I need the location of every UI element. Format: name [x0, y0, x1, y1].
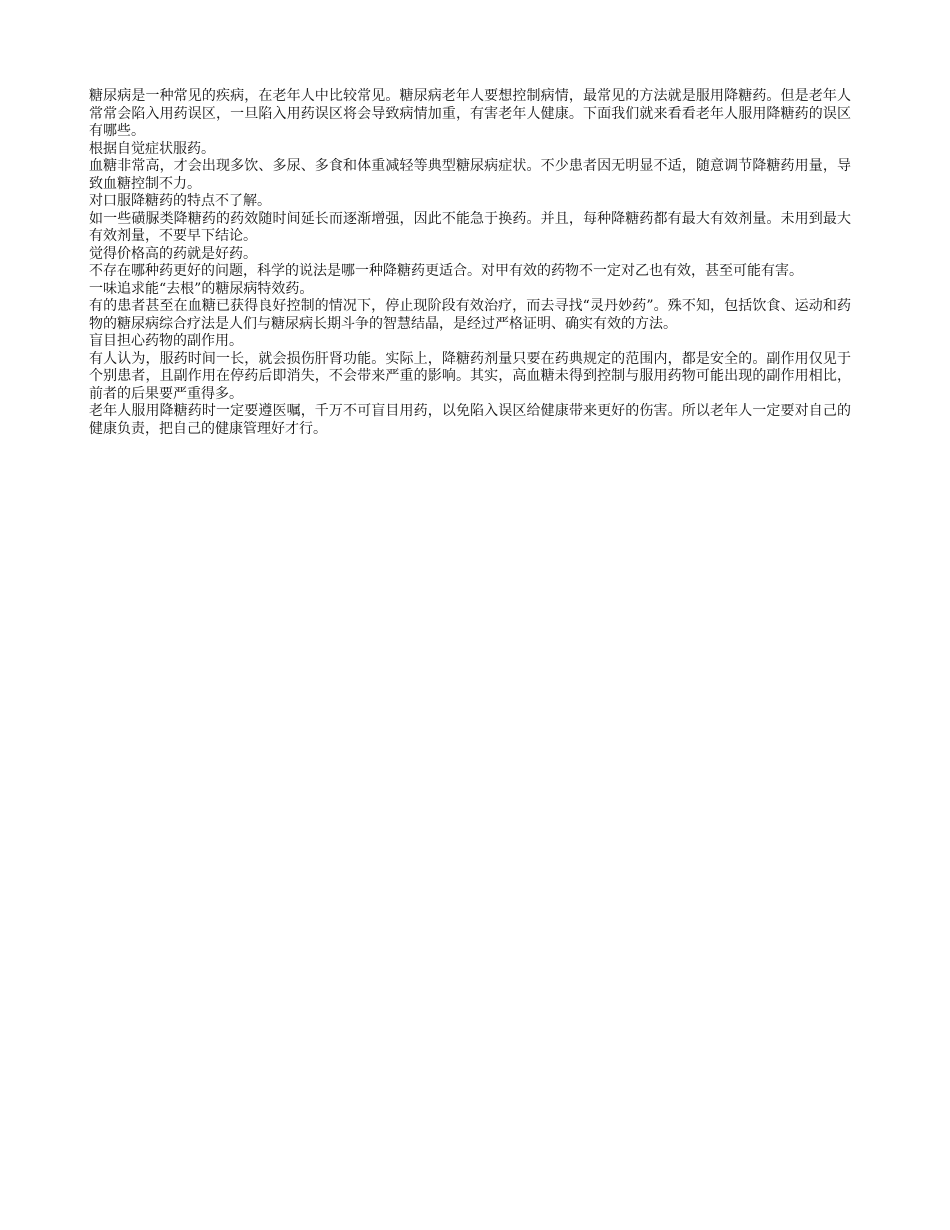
- paragraph-cure: 有的患者甚至在血糖已获得良好控制的情况下，停止现阶段有效治疗，而去寻找“灵丹妙药”。殊不知，包括饮食、运动和药物的糖尿病综合疗法是人们与糖尿病长期斗争的智慧结晶，是经过严格证明、确实有效的方法。: [89, 298, 851, 332]
- paragraph-heading-symptom-based: 根据自觉症状服药。: [89, 140, 215, 157]
- paragraph-intro: 糖尿病是一种常见的疾病，在老年人中比较常见。糖尿病老年人要想控制病情，最常见的方法就是服用降糖药。但是老年人常常会陷入用药误区，一旦陷入用药误区将会导致病情加重，有害老年人健康。下面我们就来看看老年人服用降糖药的误区有哪些。: [89, 88, 851, 139]
- paragraph-side-effects: 有人认为，服药时间一长，就会损伤肝肾功能。实际上，降糖药剂量只要在药典规定的范围内，都是安全的。副作用仅见于个别患者，且副作用在停药后即消失，不会带来严重的影响。其实，高血糖未得到控制与服用药物可能出现的副作用相比，前者的后果要严重得多。: [89, 350, 851, 402]
- paragraph-heading-drug-characteristics: 对口服降糖药的特点不了解。: [89, 193, 271, 209]
- paragraph-heading-side-effects: 盲目担心药物的副作用。: [89, 333, 243, 349]
- document-body: [89, 88, 851, 438]
- paragraph-heading-cure: 一味追求能“去根”的糖尿病特效药。: [89, 280, 314, 297]
- paragraph-price: 不存在哪种药更好的问题，科学的说法是哪一种降糖药更适合。对甲有效的药物不一定对乙也有效，甚至可能有害。: [89, 263, 803, 279]
- paragraph-conclusion: 老年人服用降糖药时一定要遵医嘱，千万不可盲目用药，以免陷入误区给健康带来更好的伤害。所以老年人一定要对自己的健康负责，把自己的健康管理好才行。: [89, 403, 851, 437]
- paragraph-symptom-based: 血糖非常高，才会出现多饮、多尿、多食和体重减轻等典型糖尿病症状。不少患者因无明显不适，随意调节降糖药用量，导致血糖控制不力。: [89, 158, 851, 192]
- paragraph-drug-characteristics: 如一些磺脲类降糖药的药效随时间延长而逐渐增强，因此不能急于换药。并且，每种降糖药都有最大有效剂量。未用到最大有效剂量，不要早下结论。: [89, 210, 851, 244]
- paragraph-heading-price: 觉得价格高的药就是好药。: [89, 245, 257, 262]
